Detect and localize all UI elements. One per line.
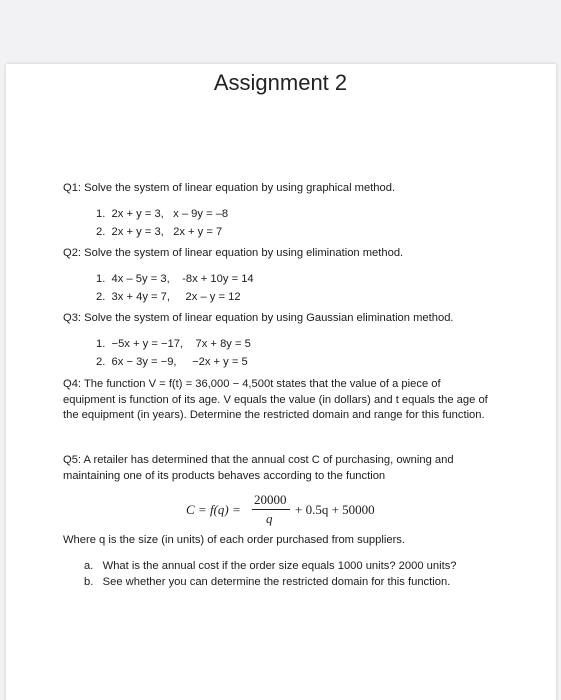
question-2: Q2: Solve the system of linear equation by using elimination method.	[63, 247, 404, 259]
q3-item-2: 2. 6x − 3y = −9, −2x + y = 5	[96, 356, 248, 368]
question-4: Q4: The function V = f(t) = 36,000 − 4,500t states that the value of a piece of equipment is function of its age. V equals the value (in dollars) and t equals the age of the equipment (in years). Determine the restricted domain and range for this function.	[63, 378, 488, 421]
q2-item-2: 2. 3x + 4y = 7, 2x – y = 12	[96, 291, 241, 303]
question-1: Q1: Solve the system of linear equation by using graphical method.	[63, 182, 396, 194]
q1-item-1: 1. 2x + y = 3, x – 9y = –8	[96, 208, 229, 220]
formula-numerator: 20000	[254, 492, 287, 507]
formula-lhs: C = f(q) =	[186, 502, 241, 517]
formula-rhs: + 0.5q + 50000	[295, 502, 375, 517]
q5-item-a: a. What is the annual cost if the order size equals 1000 units? 2000 units?	[84, 560, 457, 572]
q1-item-2: 2. 2x + y = 3, 2x + y = 7	[96, 226, 223, 238]
fraction-bar	[252, 509, 290, 510]
question-3: Q3: Solve the system of linear equation by using Gaussian elimination method.	[63, 312, 454, 324]
q5-item-b: b. See whether you can determine the restricted domain for this function.	[84, 576, 451, 588]
page-title: Assignment 2	[213, 70, 348, 95]
q3-item-1: 1. −5x + y = −17, 7x + 8y = 5	[96, 338, 251, 350]
q5-where-text: Where q is the size (in units) of each order purchased from suppliers.	[63, 534, 405, 546]
q2-item-1: 1. 4x – 5y = 3, -8x + 10y = 14	[96, 273, 254, 285]
formula-denominator: q	[266, 511, 273, 526]
question-5: Q5: A retailer has determined that the annual cost C of purchasing, owning and maintaining one of its products behaves according to the function	[63, 454, 454, 482]
